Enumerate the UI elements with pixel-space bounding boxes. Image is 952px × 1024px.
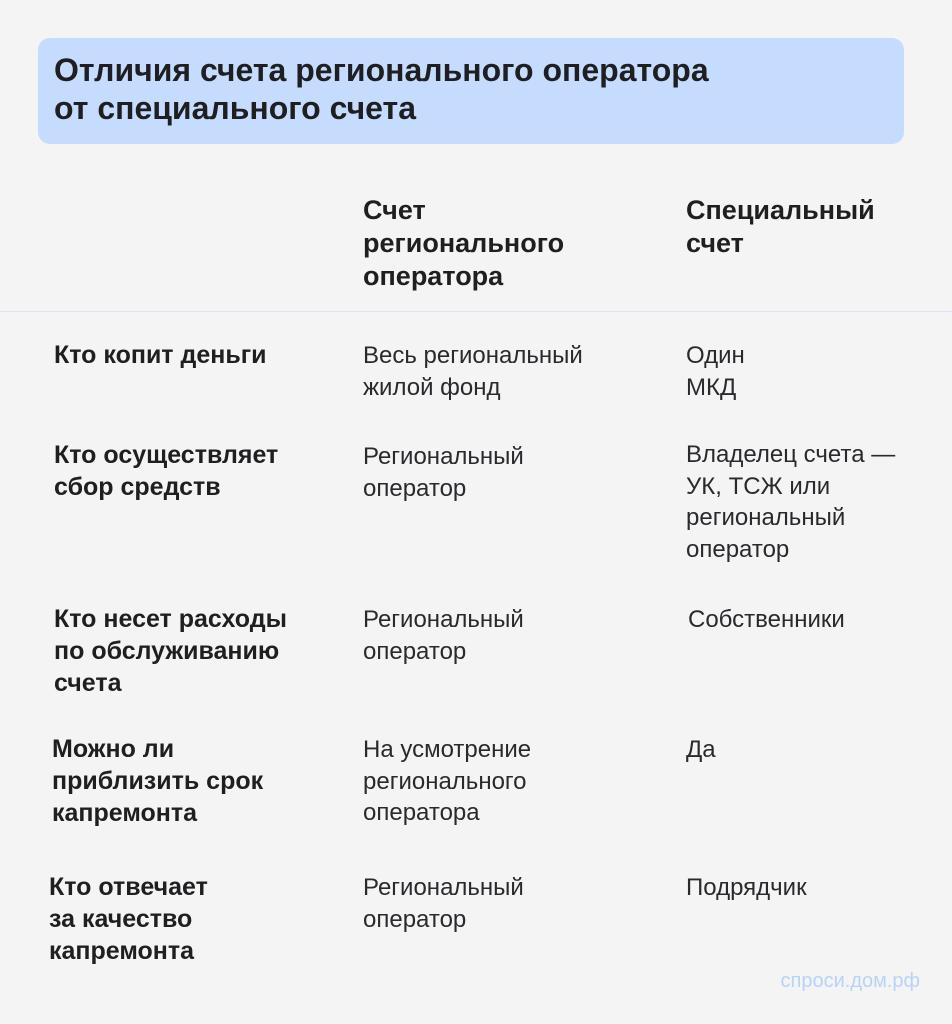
row-label-line: по обслуживанию <box>54 637 280 665</box>
row-label-line: капремонта <box>49 937 195 965</box>
column-header-line: регионального <box>363 228 565 258</box>
cell-line: Региональный <box>363 606 524 633</box>
cell-special-repair-quality <box>686 872 807 904</box>
row-label-who-pays-fees <box>54 603 287 699</box>
header-divider <box>0 311 952 312</box>
cell-special-who-collects <box>686 439 895 565</box>
title-line-2: от специального счета <box>54 90 416 126</box>
cell-line: Подрядчик <box>686 874 807 901</box>
row-label-who-saves <box>54 339 267 371</box>
cell-line: На усмотрение <box>363 736 532 763</box>
column-header-line: Специальный <box>686 195 875 225</box>
cell-line: оператор <box>363 905 467 933</box>
cell-line: УК, ТСЖ или <box>686 472 831 500</box>
cell-line: оператор <box>686 535 790 563</box>
column-header-regional-account <box>363 194 564 293</box>
cell-line: Владелец счета — <box>686 441 896 468</box>
row-label-line: счета <box>54 669 122 697</box>
cell-line: Один <box>686 342 745 369</box>
column-header-line: оператора <box>363 261 504 291</box>
cell-special-who-saves <box>686 340 745 403</box>
row-label-line: за качество <box>49 905 193 933</box>
cell-line: Собственники <box>688 606 845 633</box>
cell-line: Весь региональный <box>363 342 583 369</box>
cell-line: Региональный <box>363 874 524 901</box>
row-label-who-collects <box>54 439 278 503</box>
row-label-line: Можно ли <box>52 735 175 763</box>
title-banner <box>38 38 904 144</box>
row-label-bring-forward-repair <box>52 733 263 829</box>
cell-line: жилой фонд <box>363 373 501 401</box>
row-label-line: Кто несет расходы <box>54 605 287 633</box>
cell-regional-bring-forward-repair <box>363 734 531 829</box>
column-header-line: счет <box>686 228 744 258</box>
cell-regional-who-saves <box>363 340 583 403</box>
cell-line: Да <box>686 736 716 763</box>
row-label-line: сбор средств <box>54 473 221 501</box>
cell-regional-who-collects <box>363 441 524 504</box>
cell-line: регионального <box>363 767 527 795</box>
cell-line: МКД <box>686 373 737 401</box>
row-label-line: приблизить срок <box>52 767 264 795</box>
column-header-line: Счет <box>363 195 426 225</box>
column-header-special-account <box>686 194 875 260</box>
title-line-1: Отличия счета регионального оператора <box>54 52 709 88</box>
cell-line: региональный <box>686 504 846 531</box>
row-label-line: Кто осуществляет <box>54 441 279 469</box>
row-label-line: Кто отвечает <box>49 873 208 901</box>
cell-special-bring-forward-repair <box>686 734 716 766</box>
cell-regional-repair-quality <box>363 872 524 935</box>
cell-line: оператора <box>363 799 480 826</box>
cell-line: Региональный <box>363 443 524 470</box>
row-label-line: Кто копит деньги <box>54 341 267 369</box>
cell-regional-who-pays-fees <box>363 604 524 667</box>
row-label-repair-quality <box>49 871 208 967</box>
cell-line: оператор <box>363 637 467 665</box>
cell-line: оператор <box>363 474 467 502</box>
row-label-line: капремонта <box>52 799 198 827</box>
cell-special-who-pays-fees <box>688 604 845 636</box>
site-watermark: спроси.дом.рф <box>780 970 920 992</box>
